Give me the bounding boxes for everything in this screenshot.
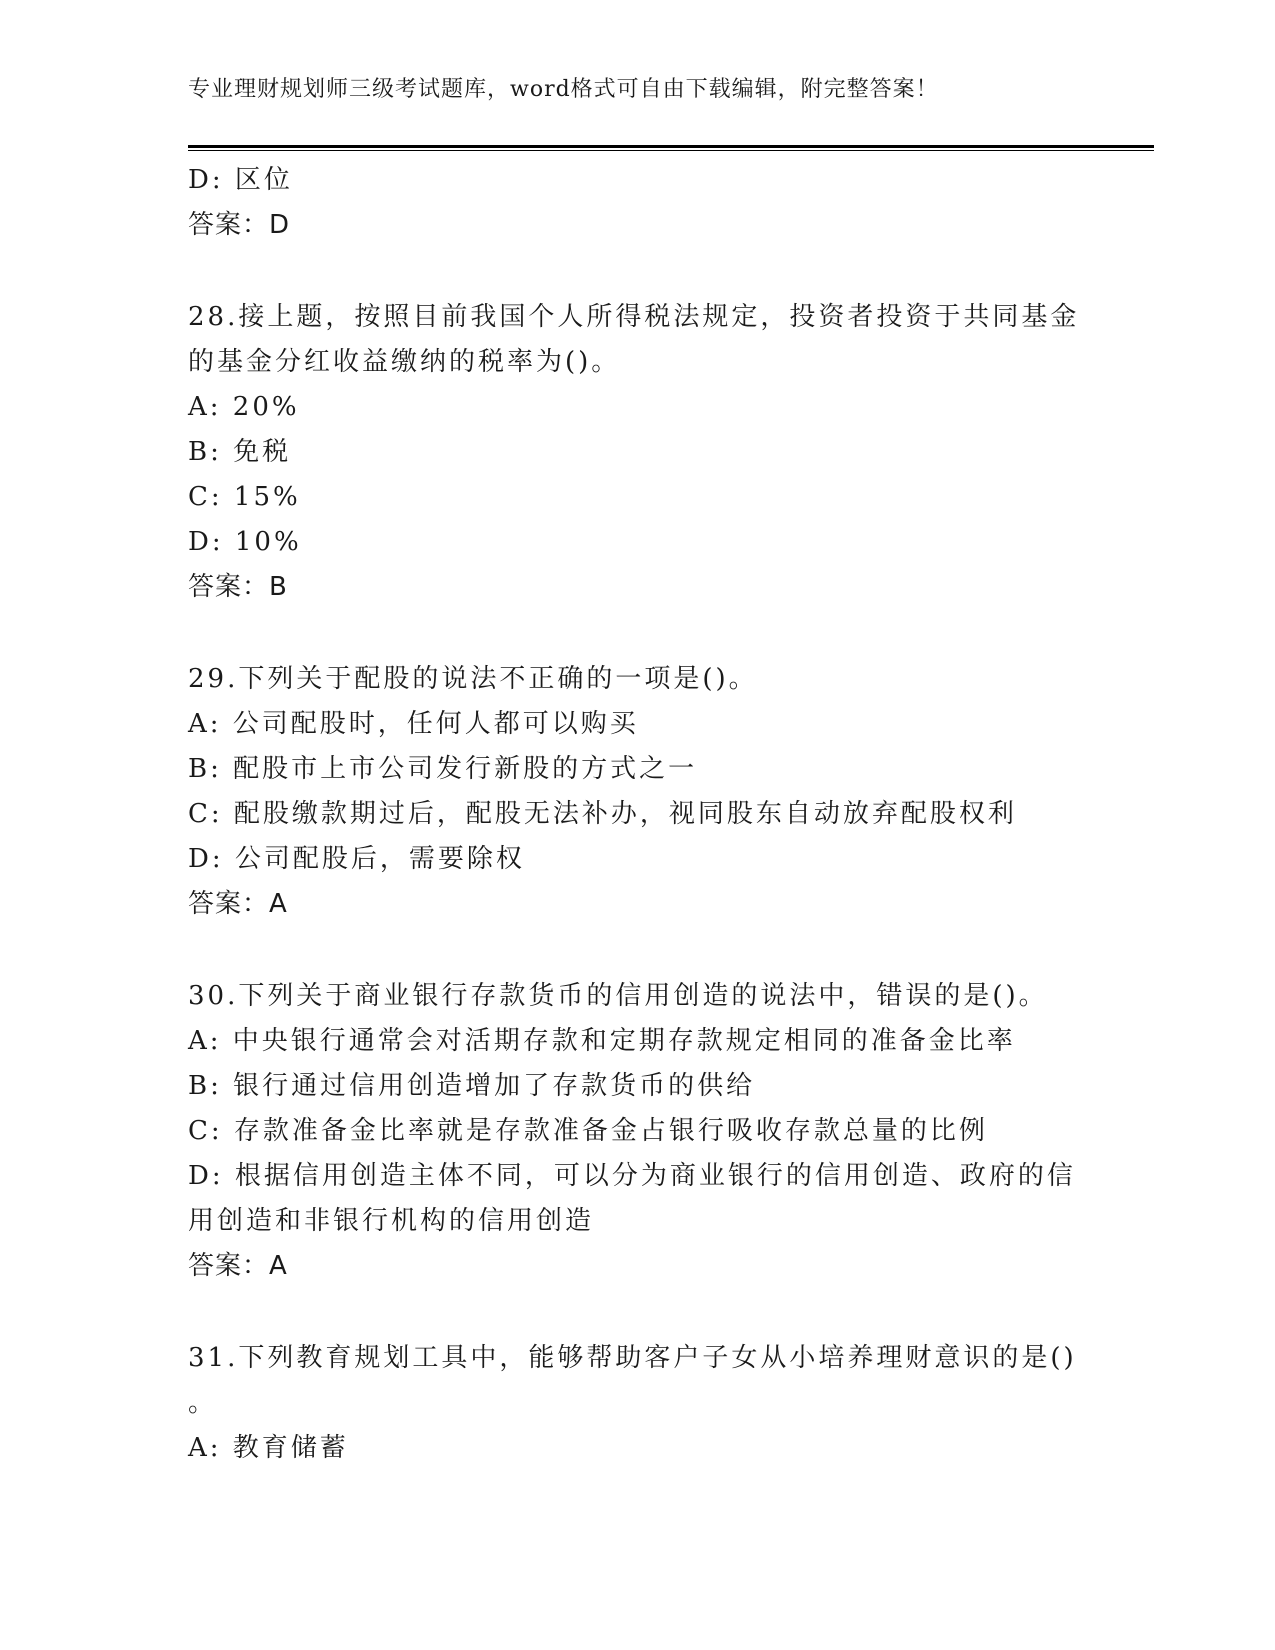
option-b: B: 银行通过信用创造增加了存款货币的供给: [188, 1071, 756, 1101]
question-stem: 的基金分红收益缴纳的税率为()。: [188, 347, 621, 377]
question-stem: 31.下列教育规划工具中，能够帮助客户子女从小培养理财意识的是(): [188, 1343, 1077, 1373]
option-d: D: 10%: [188, 527, 302, 557]
option-d-continued: 用创造和非银行机构的信用创造: [188, 1206, 595, 1236]
option-b: B: 配股市上市公司发行新股的方式之一: [188, 754, 698, 784]
header-rule-thin: [188, 150, 1154, 151]
question-30: [188, 974, 1088, 1289]
question-stem: 28.接上题，按照目前我国个人所得税法规定，投资者投资于共同基金: [188, 302, 1080, 332]
option-d: D: 区位: [188, 165, 293, 195]
question-stem: 29.下列关于配股的说法不正确的一项是()。: [188, 664, 758, 694]
question-28: [188, 295, 1088, 610]
question-29: [188, 657, 1088, 927]
question-stem: 。: [188, 1388, 218, 1418]
page-header: 专业理财规划师三级考试题库，word格式可自由下载编辑，附完整答案！: [188, 77, 939, 102]
header-rule-thick: [188, 145, 1154, 148]
option-a: A: 教育储蓄: [188, 1433, 349, 1463]
answer-line: 答案：A: [188, 1251, 288, 1281]
answer-line: 答案：B: [188, 572, 288, 602]
option-c: C: 15%: [188, 482, 301, 512]
option-c: C: 存款准备金比率就是存款准备金占银行吸收存款总量的比例: [188, 1116, 988, 1146]
option-a: A: 中央银行通常会对活期存款和定期存款规定相同的准备金比率: [188, 1026, 1016, 1056]
option-d: D: 公司配股后，需要除权: [188, 844, 525, 874]
answer-line: 答案：D: [188, 210, 291, 240]
option-b: B: 免税: [188, 437, 292, 467]
option-a: A: 公司配股时，任何人都可以购买: [188, 709, 639, 739]
question-stem: 30.下列关于商业银行存款货币的信用创造的说法中，错误的是()。: [188, 981, 1048, 1011]
option-a: A: 20%: [188, 392, 300, 422]
option-c: C: 配股缴款期过后，配股无法补办，视同股东自动放弃配股权利: [188, 799, 1017, 829]
document-body: [188, 158, 1088, 1471]
option-d: D: 根据信用创造主体不同，可以分为商业银行的信用创造、政府的信: [188, 1161, 1076, 1191]
question-31: [188, 1336, 1088, 1471]
answer-line: 答案：A: [188, 889, 288, 919]
